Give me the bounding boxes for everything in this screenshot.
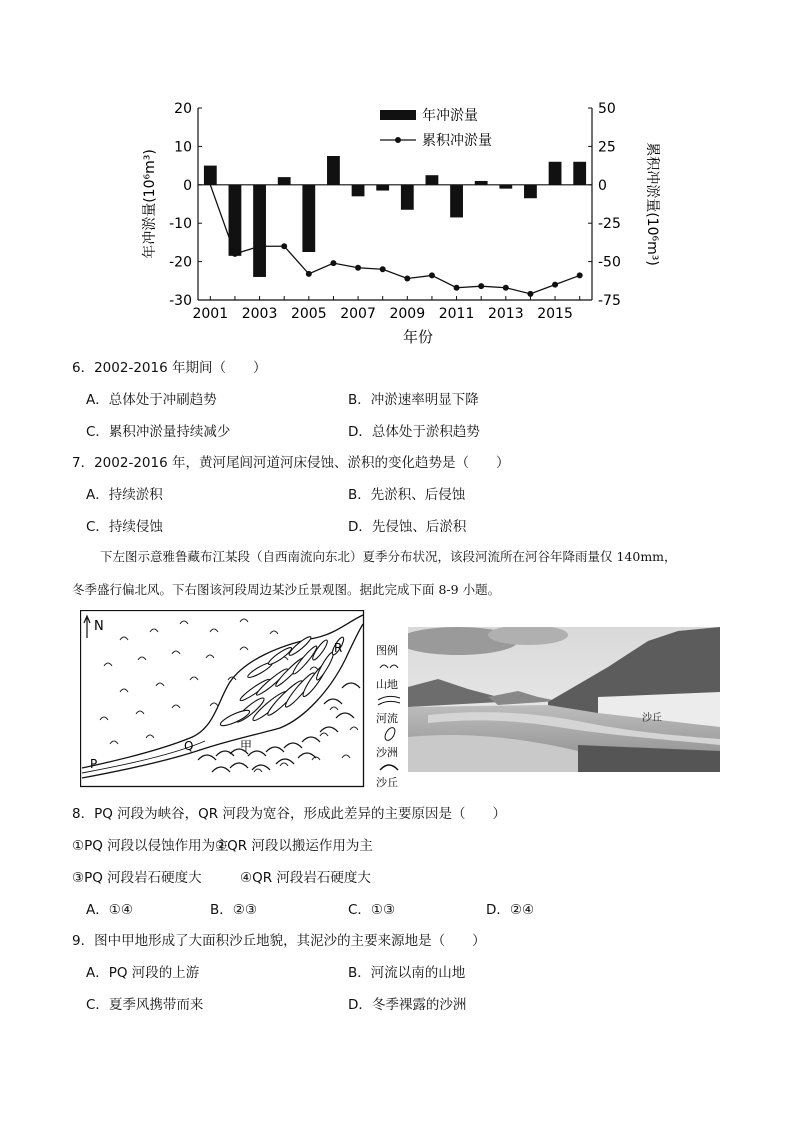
- annual-bar: [278, 177, 291, 185]
- annual-bar: [524, 185, 537, 198]
- q9-option-c: C．夏季风携带而来: [86, 997, 204, 1013]
- legend-dune-icon: [380, 765, 398, 770]
- left-tick-label: -20: [169, 254, 192, 271]
- q8-statement-2: ②QR 河段以搬运作用为主: [215, 838, 373, 854]
- x-tick-label: 2015: [537, 306, 573, 322]
- q6-option-d: D．总体处于淤积趋势: [348, 424, 480, 440]
- annual-bar: [253, 185, 266, 277]
- annual-bar: [450, 185, 463, 218]
- legend-bar-swatch: [380, 110, 416, 120]
- q8-option-b: B．②③: [210, 902, 257, 918]
- q9-option-b: B．河流以南的山地: [348, 965, 466, 981]
- annual-bar: [475, 181, 488, 185]
- label-q: Q: [184, 739, 194, 753]
- annual-bar: [401, 185, 414, 210]
- right-tick-label: 25: [598, 139, 616, 156]
- q8-option-d: D．②④: [486, 902, 535, 918]
- q8-statement-1: ①PQ 河段以侵蚀作用为主: [72, 838, 229, 854]
- left-tick-label: -30: [169, 293, 192, 309]
- legend-mountain-label: 山地: [376, 678, 398, 691]
- left-tick-label: -10: [169, 216, 192, 233]
- right-tick-label: 0: [598, 177, 607, 194]
- y-axis-title-left: 年冲淤量(10⁶m³): [142, 149, 158, 259]
- q9-option-a: A．PQ 河段的上游: [86, 965, 200, 981]
- right-tick-label: 50: [598, 101, 616, 117]
- annual-bar: [302, 185, 315, 252]
- legend-river-label: 河流: [376, 712, 398, 725]
- annual-bar: [229, 185, 242, 256]
- cumulative-point: [552, 282, 558, 288]
- legend-dune-label: 沙丘: [376, 776, 398, 788]
- river-map: [80, 610, 406, 788]
- cumulative-point: [232, 251, 238, 257]
- q8-statement-4: ④QR 河段岩石硬度大: [240, 870, 371, 886]
- label-jia: 甲: [240, 739, 253, 753]
- q8-option-c: C．①③: [348, 902, 396, 918]
- label-p: P: [90, 757, 98, 771]
- intro-line-2: 冬季盛行偏北风。下右图该河段周边某沙丘景观图。据此完成下面 8-9 小题。: [72, 582, 501, 597]
- q7-option-d: D．先侵蚀、后淤积: [348, 519, 467, 535]
- cumulative-point: [306, 271, 312, 277]
- cumulative-point: [429, 272, 435, 278]
- sediment-chart: [140, 96, 660, 356]
- legend-line-label: 累积冲淤量: [422, 133, 492, 149]
- cumulative-point: [478, 283, 484, 289]
- photo-dune-label: 沙丘: [642, 713, 662, 724]
- cumulative-point: [257, 243, 263, 249]
- legend-sandbar-icon: [383, 726, 397, 742]
- q7-option-a: A．持续淤积: [86, 487, 163, 503]
- annual-bar: [549, 162, 562, 185]
- cumulative-point: [380, 266, 386, 272]
- q8-option-a: A．①④: [86, 902, 133, 918]
- left-tick-label: 10: [174, 139, 192, 156]
- annual-bar: [204, 166, 217, 185]
- x-tick-label: 2011: [438, 306, 475, 322]
- legend-sandbar-label: 沙洲: [376, 746, 398, 759]
- north-label: N: [94, 619, 104, 634]
- cumulative-point: [330, 260, 336, 266]
- x-tick-label: 2001: [192, 306, 229, 322]
- q7-option-c: C．持续侵蚀: [86, 519, 163, 535]
- intro-line-1: 下左图示意雅鲁藏布江某段（自西南流向东北）夏季分布状况，该段河流所在河谷年降雨量仅 140mm，: [100, 549, 677, 564]
- annual-bar: [573, 162, 586, 185]
- q9-stem: 9．图中甲地形成了大面积沙丘地貌，其泥沙的主要来源地是（ ）: [72, 933, 486, 949]
- x-tick-label: 2005: [290, 306, 327, 322]
- cumulative-point: [503, 285, 509, 291]
- cumulative-point: [281, 243, 287, 249]
- left-tick-label: 0: [183, 177, 192, 194]
- cumulative-point: [527, 291, 533, 297]
- x-tick-label: 2003: [241, 306, 278, 322]
- left-tick-label: 20: [174, 101, 192, 117]
- q8-statement-3: ③PQ 河段岩石硬度大: [72, 870, 202, 886]
- legend-river-icon: [378, 696, 400, 705]
- q7-stem: 7．2002-2016 年，黄河尾闾河道河床侵蚀、淤积的变化趋势是（ ）: [72, 455, 510, 471]
- right-tick-label: -25: [598, 216, 621, 233]
- cumulative-point: [454, 285, 460, 291]
- x-tick-label: 2007: [340, 306, 376, 322]
- annual-bar: [426, 175, 439, 185]
- label-r: R: [334, 641, 343, 655]
- cumulative-point: [355, 265, 361, 271]
- dune-landscape-photo: [408, 627, 720, 772]
- q6-option-b: B．冲淤速率明显下降: [348, 392, 479, 408]
- annual-bar: [376, 185, 389, 191]
- legend-mountain-icon: [380, 665, 398, 668]
- cumulative-point: [577, 272, 583, 278]
- chart-legend: [380, 107, 492, 149]
- annual-bar: [327, 156, 340, 185]
- right-tick-label: -50: [598, 254, 621, 271]
- q8-stem: 8．PQ 河段为峡谷，QR 河段为宽谷，形成此差异的主要原因是（ ）: [72, 806, 506, 822]
- cumulative-point: [404, 275, 410, 281]
- x-axis-title: 年份: [402, 328, 434, 346]
- q7-option-b: B．先淤积、后侵蚀: [348, 487, 466, 503]
- annual-bar: [352, 185, 365, 197]
- q6-option-c: C．累积冲淤量持续减少: [86, 424, 231, 440]
- q6-option-a: A．总体处于冲刷趋势: [86, 392, 217, 408]
- x-tick-label: 2013: [487, 306, 524, 322]
- right-tick-label: -75: [598, 293, 621, 309]
- annual-bar: [499, 185, 512, 189]
- y-axis-title-right: 累积冲淤量(10⁶m³): [644, 142, 660, 266]
- legend-line-marker: [395, 137, 401, 143]
- legend-title: 图例: [376, 644, 398, 657]
- q6-stem: 6．2002-2016 年期间（ ）: [72, 360, 267, 376]
- q9-option-d: D．冬季裸露的沙洲: [348, 997, 467, 1013]
- x-tick-label: 2009: [389, 306, 426, 322]
- legend-bar-label: 年冲淤量: [422, 108, 478, 124]
